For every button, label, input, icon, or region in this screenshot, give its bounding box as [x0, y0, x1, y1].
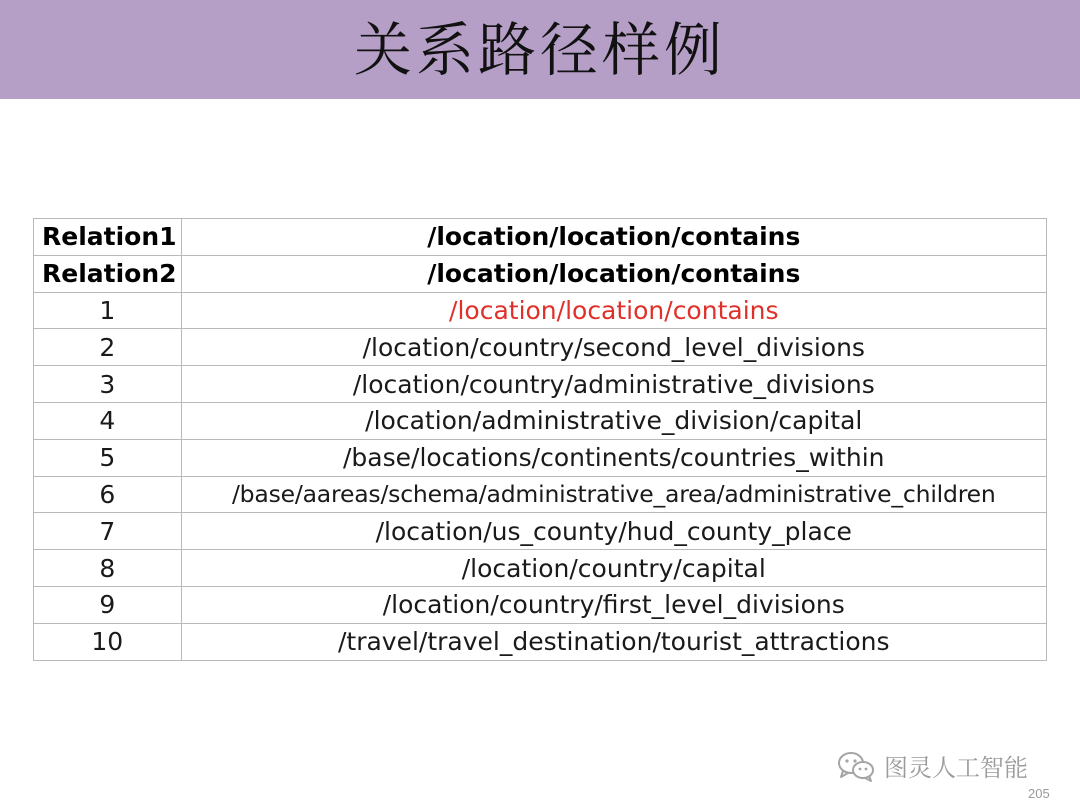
relation1-label: Relation1 — [34, 219, 182, 256]
rank-cell: 8 — [34, 550, 182, 587]
path-cell: /location/administrative_division/capital — [181, 402, 1046, 439]
rank-cell: 7 — [34, 513, 182, 550]
path-cell-highlighted: /location/location/contains — [181, 292, 1046, 329]
path-cell: /location/country/second_level_divisions — [181, 329, 1046, 366]
table-row — [34, 513, 1047, 550]
rank-cell: 3 — [34, 366, 182, 403]
title-bar — [0, 0, 1080, 99]
rank-cell: 1 — [34, 292, 182, 329]
table-row — [34, 550, 1047, 587]
table-row — [34, 402, 1047, 439]
path-cell: /base/aareas/schema/administrative_area/administrative_children — [181, 476, 1046, 513]
slide-title: 关系路径样例 — [353, 15, 726, 84]
table-row — [34, 329, 1047, 366]
rank-cell: 4 — [34, 402, 182, 439]
rank-cell: 5 — [34, 439, 182, 476]
table-row — [34, 586, 1047, 623]
path-cell: /location/us_county/hud_county_place — [181, 513, 1046, 550]
page-number: 205 — [1028, 786, 1050, 801]
table-row — [34, 366, 1047, 403]
table-row — [34, 623, 1047, 660]
table-row — [34, 439, 1047, 476]
relation1-value: /location/location/contains — [181, 219, 1046, 256]
watermark-text: 图灵人工智能 — [884, 754, 1028, 782]
path-cell: /travel/travel_destination/tourist_attractions — [181, 623, 1046, 660]
relation-path-table — [33, 218, 1047, 661]
relation2-label: Relation2 — [34, 255, 182, 292]
path-cell: /location/country/first_level_divisions — [181, 586, 1046, 623]
rank-cell: 6 — [34, 476, 182, 513]
relation2-value: /location/location/contains — [181, 255, 1046, 292]
table-row — [34, 476, 1047, 513]
table-header-row — [34, 219, 1047, 256]
path-cell: /base/locations/continents/countries_within — [181, 439, 1046, 476]
rank-cell: 10 — [34, 623, 182, 660]
watermark — [836, 748, 1028, 783]
table-header-row — [34, 255, 1047, 292]
rank-cell: 9 — [34, 586, 182, 623]
table-row — [34, 292, 1047, 329]
wechat-icon — [836, 750, 876, 782]
rank-cell: 2 — [34, 329, 182, 366]
path-cell: /location/country/capital — [181, 550, 1046, 587]
path-cell: /location/country/administrative_divisions — [181, 366, 1046, 403]
